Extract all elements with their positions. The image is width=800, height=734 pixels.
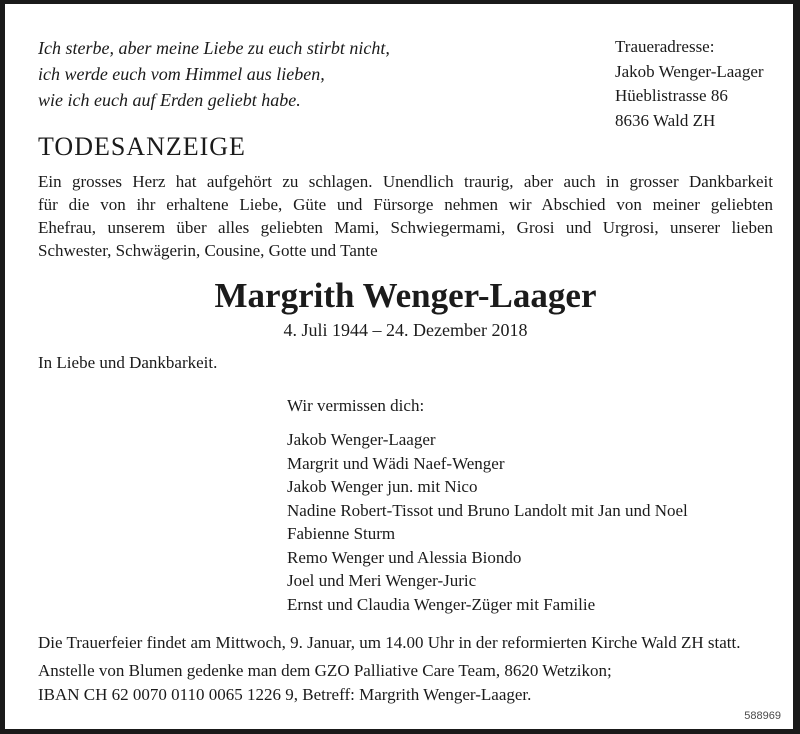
mourner-name: Fabienne Sturm: [287, 524, 396, 543]
donation-info: [38, 659, 778, 706]
obituary-line: Ein grosses Herz hat aufgehört zu schlagen. Unendlich traurig, aber auch in grosser Dankbarkeit: [38, 172, 773, 191]
mourner-name: Jakob Wenger jun. mit Nico: [287, 477, 478, 496]
missing-intro: Wir vermissen dich:: [287, 396, 425, 415]
obituary-paragraph: [38, 170, 773, 262]
funeral-info: Die Trauerfeier findet am Mittwoch, 9. Januar, um 14.00 Uhr in der reformierten Kirche Wald ZH statt.: [38, 633, 741, 652]
deceased-name: Margrith Wenger-Laager: [214, 276, 597, 315]
mourner-name: Remo Wenger und Alessia Biondo: [287, 547, 522, 567]
notice-heading: TODESANZEIGE: [38, 132, 246, 161]
mourning-address-label: Traueradresse:: [615, 37, 715, 56]
quote-line: Ich sterbe, aber meine Liebe zu euch stirbt nicht,: [38, 38, 390, 58]
mourner-name: Ernst und Claudia Wenger-Züger mit Familie: [287, 594, 596, 614]
memorial-quote: [38, 35, 390, 113]
obituary-line: für die von ihr erhaltene Liebe, Güte und Fürsorge nehmen wir Abschied von meiner geliebten: [38, 195, 773, 214]
quote-line: wie ich euch auf Erden geliebt habe.: [38, 90, 301, 110]
life-dates: 4. Juli 1944 – 24. Dezember 2018: [283, 320, 528, 340]
mourner-name: Nadine Robert-Tissot und Bruno Landolt mit Jan und Noel: [287, 500, 688, 520]
mourning-address: [615, 35, 764, 133]
obituary-line: Ehefrau, unserem über alles geliebten Mami, Schwiegermami, Grosi und Urgrosi, unserer lieben: [38, 218, 773, 237]
quote-line: ich werde euch vom Himmel aus lieben,: [38, 64, 325, 84]
mourning-address-line: Jakob Wenger-Laager: [615, 61, 764, 81]
donation-line: Anstelle von Blumen gedenke man dem GZO Palliative Care Team, 8620 Wetzikon;: [38, 661, 612, 680]
mourning-address-line: Hüeblistrasse 86: [615, 86, 728, 105]
reference-number: 588969: [744, 710, 781, 722]
mourner-list: [287, 428, 688, 616]
mourner-name: Jakob Wenger-Laager: [287, 430, 436, 449]
mourner-name: Margrit und Wädi Naef-Wenger: [287, 453, 505, 473]
obituary-line: Schwester, Schwägerin, Cousine, Gotte und Tante: [38, 241, 378, 260]
closing-line: In Liebe und Dankbarkeit.: [38, 353, 218, 372]
donation-line: IBAN CH 62 0070 0110 0065 1226 9, Betreff: Margrith Wenger-Laager.: [38, 684, 532, 704]
mourner-name: Joel und Meri Wenger-Juric: [287, 571, 477, 590]
mourning-address-line: 8636 Wald ZH: [615, 110, 716, 130]
